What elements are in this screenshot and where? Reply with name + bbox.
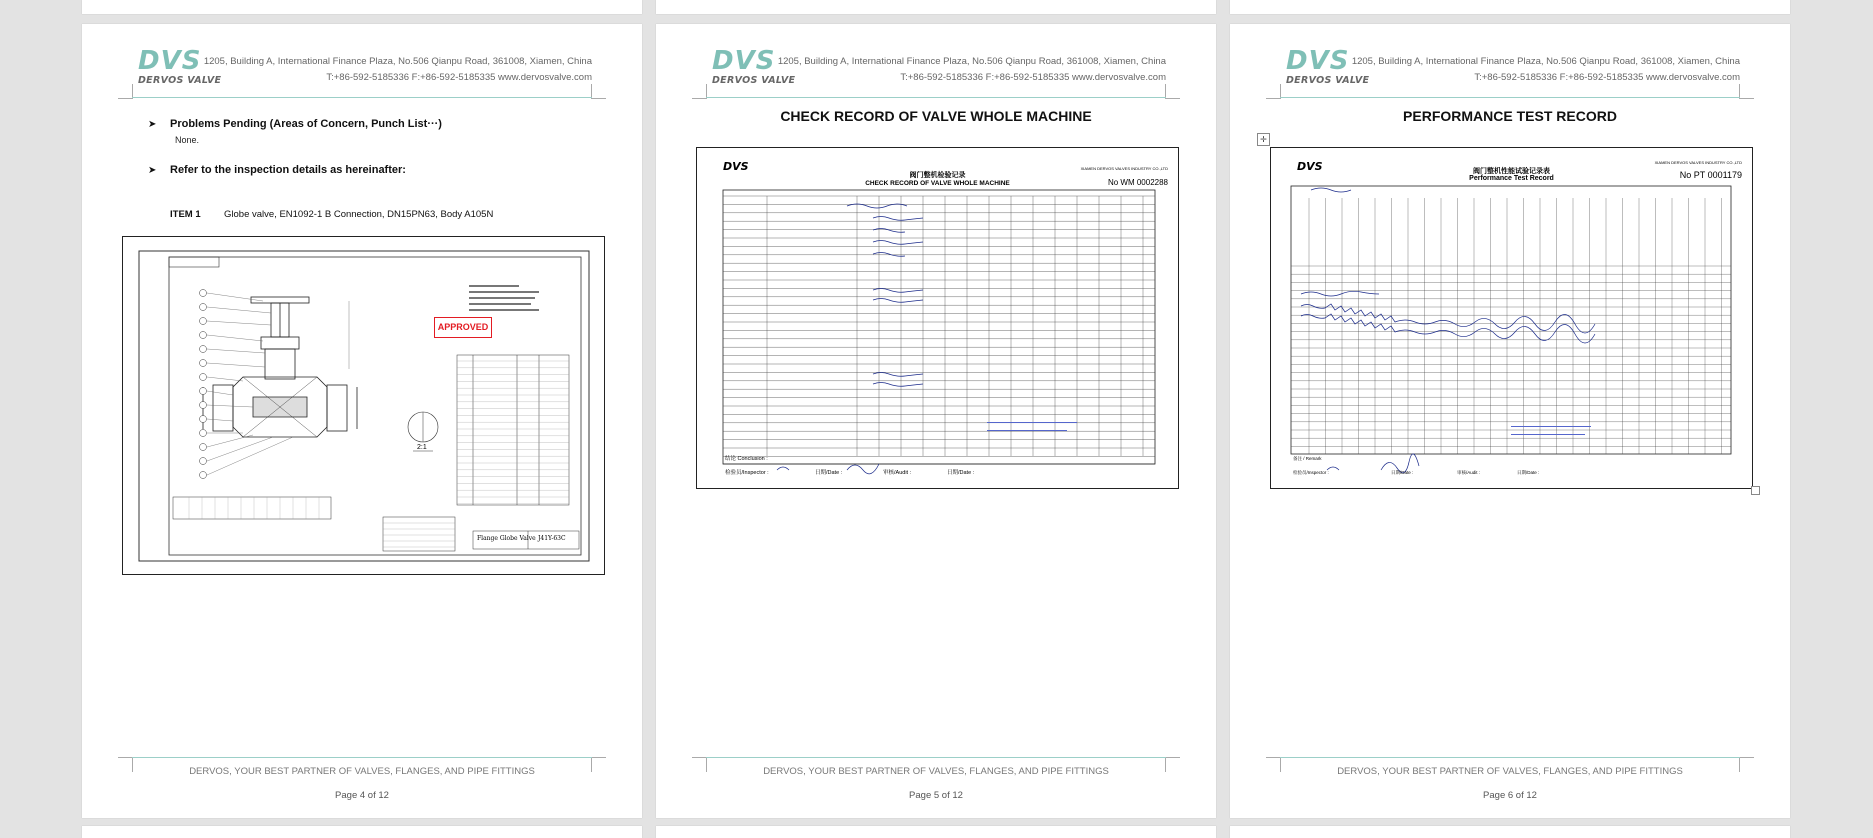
header-corner-mark [118, 84, 133, 99]
address-line: 1205, Building A, International Finance Plaza, No.506 Qianpu Road, 361008, Xiamen, China [1351, 56, 1740, 67]
audit-label: 审核/Audit : [1457, 470, 1481, 475]
address-line: 1205, Building A, International Finance Plaza, No.506 Qianpu Road, 361008, Xiamen, China [203, 56, 592, 67]
bullet-problems-pending [148, 118, 442, 130]
page-title: CHECK RECORD OF VALVE WHOLE MACHINE [780, 108, 1092, 124]
date-label-2: 日期/Date : [947, 470, 975, 476]
record-title: Performance Test Record [1469, 175, 1554, 182]
page-number: Page 6 of 12 [1483, 790, 1537, 801]
footer-rule [1280, 757, 1740, 758]
date-label: 日期/Date : [1391, 470, 1414, 475]
audit-label: 审核/Audit : [883, 470, 912, 476]
next-page-edge [1230, 826, 1790, 838]
contact-line: T:+86-592-5185336 F:+86-592-5185335 www.dervosvalve.com [900, 72, 1166, 83]
header-corner-mark [591, 84, 606, 99]
item-description: Globe valve, EN1092-1 B Connection, DN15PN63, Body A105N [224, 209, 494, 220]
header-corner-mark [1165, 84, 1180, 99]
inspector-label: 检验员/Inspector : [725, 470, 769, 476]
record-logo: DVS [1297, 160, 1323, 173]
footer-rule [132, 757, 592, 758]
next-page-edge [82, 826, 642, 838]
bullet-arrow-icon: ➤ [148, 119, 157, 130]
approved-stamp: APPROVED [434, 317, 492, 338]
page-title: PERFORMANCE TEST RECORD [1403, 108, 1617, 124]
item-number: ITEM 1 [170, 209, 201, 220]
record-company: XIAMEN DERVOS VALVES INDUSTRY CO.,LTD [1654, 160, 1742, 165]
table-move-handle-icon[interactable]: ✛ [1257, 133, 1270, 146]
previous-page-edge [1230, 0, 1790, 14]
bullet-arrow-icon: ➤ [148, 165, 157, 176]
header-corner-mark [692, 84, 707, 99]
header-rule [706, 97, 1166, 98]
next-page-edge [656, 826, 1216, 838]
record-cn-title: 阀门整机检验记录 [909, 171, 966, 179]
previous-page-edge [82, 0, 642, 14]
none-text: None. [175, 135, 200, 145]
company-address [1352, 54, 1740, 86]
record-title: CHECK RECORD OF VALVE WHOLE MACHINE [865, 180, 1010, 187]
footer-rule [706, 757, 1166, 758]
bullet-text: Refer to the inspection details as hereinafter: [170, 164, 406, 176]
header-corner-mark [1739, 84, 1754, 99]
logo-mark: DVS [1286, 46, 1350, 76]
inspector-label: 检验员/Inspector : [1293, 470, 1329, 475]
footer-slogan: DERVOS, YOUR BEST PARTNER OF VALVES, FLANGES, AND PIPE FITTINGS [763, 766, 1109, 777]
drawing-code: J41Y-63C [538, 535, 566, 542]
record-grid-svg [697, 148, 1178, 488]
bullet-text: Problems Pending (Areas of Concern, Punch List···) [170, 118, 442, 130]
performance-test-image[interactable] [1270, 147, 1753, 489]
address-line: 1205, Building A, International Finance Plaza, No.506 Qianpu Road, 361008, Xiamen, China [777, 56, 1166, 67]
record-company: XIAMEN DERVOS VALVES INDUSTRY CO.,LTD [1080, 166, 1168, 171]
date-label-2: 日期/Date : [1517, 470, 1540, 475]
bullet-refer-inspection [148, 164, 406, 176]
page-number: Page 5 of 12 [909, 790, 963, 801]
company-address [778, 54, 1166, 86]
document-page-5 [656, 24, 1216, 818]
record-number: No PT 0001179 [1679, 170, 1742, 180]
logo-subtitle: DERVOS VALVE [1286, 75, 1370, 86]
previous-page-edge [656, 0, 1216, 14]
company-address [204, 54, 592, 86]
header-rule [132, 97, 592, 98]
header-rule [1280, 97, 1740, 98]
remark-label: 备注 / Remark [1293, 456, 1322, 461]
logo-mark: DVS [712, 46, 776, 76]
contact-line: T:+86-592-5185336 F:+86-592-5185335 www.dervosvalve.com [326, 72, 592, 83]
date-label: 日期/Date : [815, 470, 843, 476]
valve-drawing-image[interactable] [122, 236, 605, 575]
contact-line: T:+86-592-5185336 F:+86-592-5185335 www.dervosvalve.com [1474, 72, 1740, 83]
record-cn-title: 阀门整机性能试验记录表 [1473, 167, 1550, 175]
logo-subtitle: DERVOS VALVE [712, 75, 796, 86]
record-logo: DVS [723, 160, 749, 173]
document-page-6 [1230, 24, 1790, 818]
conclusion-label: 结论 Conclusion : [725, 456, 768, 462]
logo-subtitle: DERVOS VALVE [138, 75, 222, 86]
logo-mark: DVS [138, 46, 202, 76]
drawing-scale: 2:1 [417, 444, 427, 451]
drawing-title: Flange Globe Valve [477, 535, 536, 542]
page-number: Page 4 of 12 [335, 790, 389, 801]
footer-slogan: DERVOS, YOUR BEST PARTNER OF VALVES, FLANGES, AND PIPE FITTINGS [1337, 766, 1683, 777]
item-heading [170, 209, 493, 220]
document-page-4 [82, 24, 642, 818]
footer-slogan: DERVOS, YOUR BEST PARTNER OF VALVES, FLANGES, AND PIPE FITTINGS [189, 766, 535, 777]
check-record-image[interactable] [696, 147, 1179, 489]
image-resize-handle[interactable] [1751, 486, 1760, 495]
drawing-svg [123, 237, 604, 574]
record-number: No WM 0002288 [1107, 178, 1168, 187]
test-grid-svg [1271, 148, 1752, 488]
header-corner-mark [1266, 84, 1281, 99]
